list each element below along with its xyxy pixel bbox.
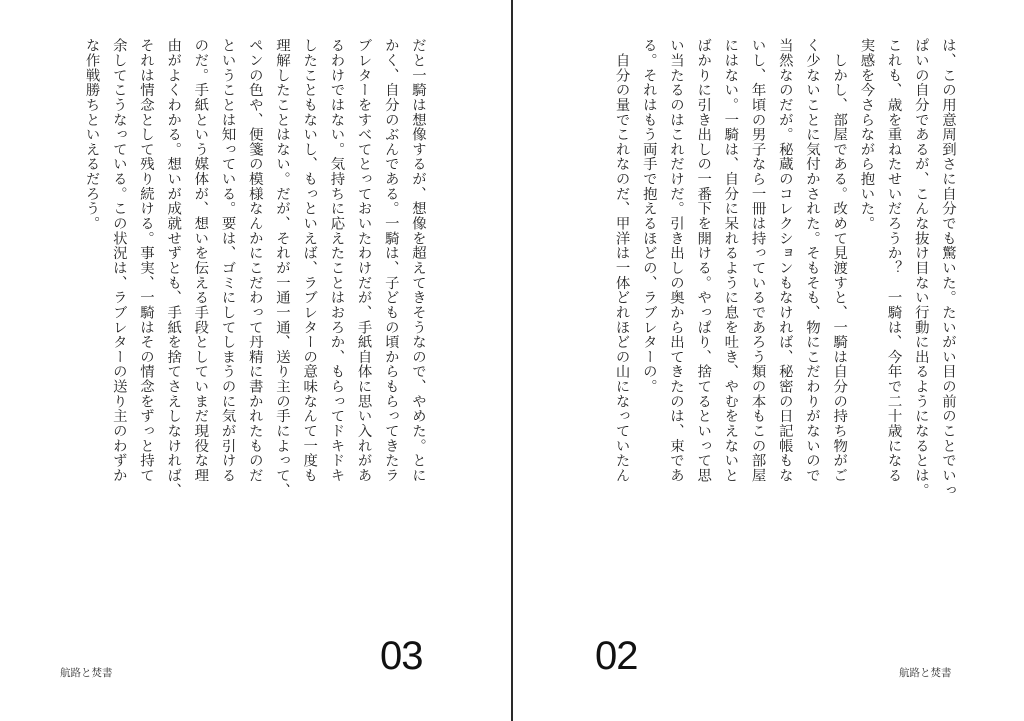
- left-running-title: 航路と焚書: [60, 667, 113, 679]
- text-column: るわけではない。気持ちに応えたことはおろか、もらってドキドキ: [328, 38, 345, 483]
- text-column: 自分の量でこれなのだ、甲洋は一体どれほどの山になっていたん: [613, 38, 630, 483]
- text-column: ペンの色や、便箋の模様なんかにこだわって丹精に書かれたものだ: [246, 38, 263, 483]
- text-column: る。それはもう両手で抱えるほどの、ラブレターの。: [640, 38, 657, 394]
- text-column: かく、自分のぶんである。一騎は、子どもの頃からもらってきたラ: [382, 38, 399, 483]
- text-column: ばかりに引き出しの一番下を開ける。やっぱり、捨てるといって思: [695, 38, 712, 483]
- text-column: い当たるのはこれだけだ。引き出しの奥から出てきたのは、束であ: [667, 38, 684, 483]
- right-page-number: 02: [595, 634, 638, 678]
- text-column: 実感を今さらながら抱いた。: [858, 38, 875, 231]
- text-column: 由がよくわかる。想いが成就せずとも、手紙を捨てさえしなければ、: [165, 38, 182, 498]
- text-column: な作戦勝ちといえるだろう。: [83, 38, 100, 231]
- left-page-body-text: [77, 38, 431, 598]
- text-column: しかし、部屋である。改めて見渡すと、一騎は自分の持ち物がご: [831, 38, 848, 483]
- text-column: 理解したことはない。だが、それが一通一通、送り主の手によって、: [273, 38, 290, 498]
- right-running-title: 航路と焚書: [899, 667, 952, 679]
- text-column: だと一騎は想像するが、想像を超えてきそうなので、やめた。とに: [410, 38, 426, 483]
- left-page-number: 03: [380, 634, 423, 678]
- text-column: は、この用意周到さに自分でも驚いた。たいがい目の前のことでいっ: [940, 38, 956, 498]
- text-column: いし、年頃の男子なら一冊は持っているであろう類の本もこの部屋: [749, 38, 766, 483]
- text-column: これも、歳を重ねたせいだろうか？ 一騎は、今年で二十歳になる: [885, 38, 902, 483]
- text-column: ぱいの自分であるが、こんな抜け目ない行動に出るようになるとは。: [912, 38, 929, 498]
- text-column: ということは知っている。要は、ゴミにしてしまうのに気が引ける: [219, 38, 236, 483]
- text-column: それは情念として残り続ける。事実、一騎はその情念をずっと持て: [137, 38, 154, 483]
- text-column: のだ。手紙という媒体が、想いを伝える手段としていまだ現役な理: [192, 38, 209, 483]
- right-page: [513, 0, 1024, 721]
- text-column: したこともないし、もっといえば、ラブレターの意味なんて一度も: [301, 38, 318, 483]
- text-column: 余してこうなっている。この状況は、ラブレターの送り主のわずか: [110, 38, 127, 483]
- text-column: ブレターをすべてとっておいたわけだが、手紙自体に思い入れがあ: [355, 38, 372, 483]
- text-column: 当然なのだが。秘蔵のコレクションもなければ、秘密の日記帳もな: [776, 38, 793, 483]
- left-page: [0, 0, 511, 721]
- text-column: く少ないことに気付かされた。そもそも、物にこだわりがないので: [803, 38, 820, 483]
- text-column: にはない。一騎は、自分に呆れるように息を吐き、やむをえないと: [722, 38, 739, 483]
- right-page-body-text: [607, 38, 961, 598]
